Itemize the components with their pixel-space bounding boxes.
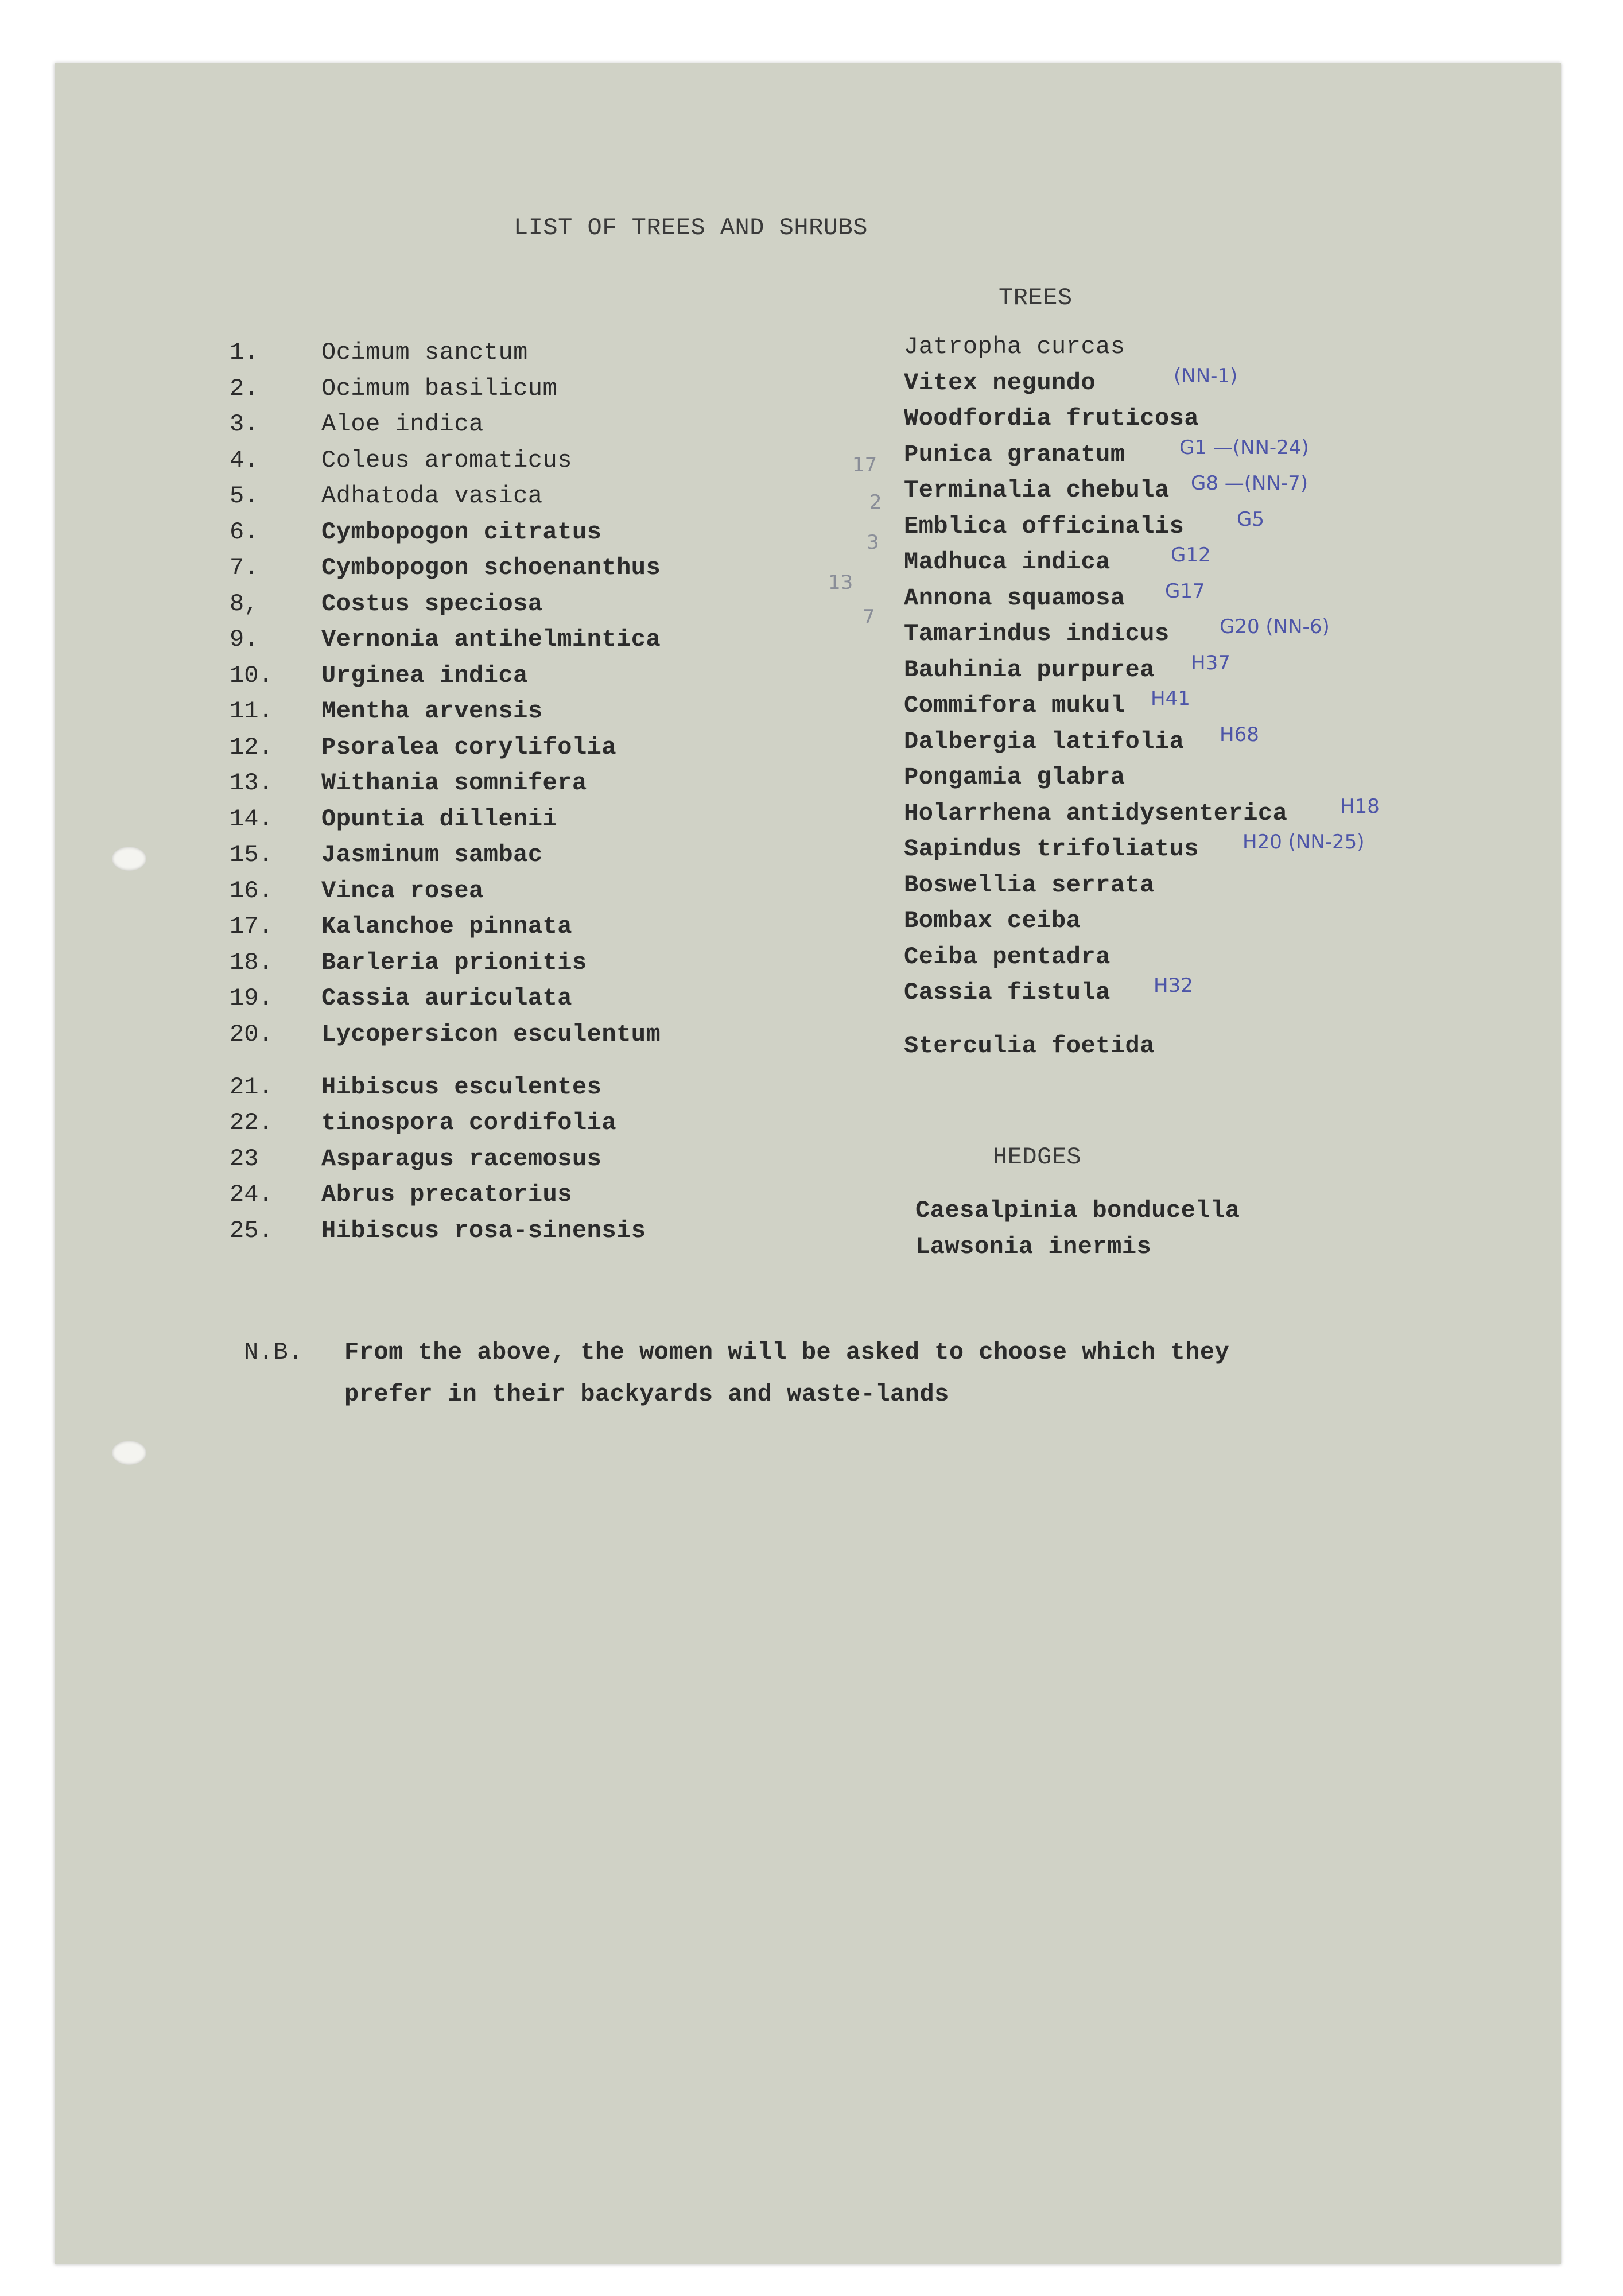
tree-name: Terminalia chebula [904,476,1170,504]
shrub-number: 8, [230,589,259,618]
shrub-name: Opuntia dillenii [321,805,558,833]
shrub-name: Mentha arvensis [321,697,543,725]
shrub-number: 13. [230,769,273,797]
handwritten-note: G17 [1165,579,1205,603]
shrub-number: 18. [230,948,273,976]
tree-name: Holarrhena antidysenterica [904,799,1288,827]
tree-name: Jatropha curcas [904,333,1125,360]
shrub-name: Cassia auriculata [321,984,572,1012]
tree-name: Bombax ceiba [904,907,1081,934]
margin-number: 17 [852,453,877,476]
tree-name: Cassia fistula [904,979,1111,1006]
shrub-name: Psoralea corylifolia [321,733,617,761]
shrub-number: 4. [230,446,259,474]
tree-name: Vitex negundo [904,369,1096,397]
shrub-number: 10. [230,661,273,689]
shrub-number: 19. [230,984,273,1012]
shrub-name: Barleria prionitis [321,948,587,976]
shrub-number: 14. [230,805,273,833]
shrub-name: Ocimum basilicum [321,374,558,402]
shrub-number: 6. [230,518,259,546]
shrub-number: 3. [230,410,259,438]
tree-name: Madhuca indica [904,548,1111,576]
shrub-number: 9. [230,626,259,653]
trees-heading: TREES [999,284,1073,312]
handwritten-note: H18 [1340,794,1380,818]
handwritten-note: H32 [1154,974,1193,997]
handwritten-note: G12 [1171,544,1211,567]
shrub-number: 11. [230,697,273,725]
tree-name: Pongamia glabra [904,763,1125,791]
shrub-number: 16. [230,876,273,905]
handwritten-note: H41 [1151,687,1190,710]
shrub-name: Ocimum sanctum [321,339,528,366]
handwritten-note: G8 —(NN-7) [1191,472,1309,495]
handwritten-note: H20 (NN-25) [1243,831,1365,854]
shrub-name: Asparagus racemosus [321,1145,602,1173]
shrub-name: Aloe indica [321,410,484,438]
tree-name: Dalbergia latifolia [904,727,1185,755]
shrub-number: 17. [230,913,273,940]
nb-line-2: prefer in their backyards and waste-lands [344,1380,949,1408]
shrub-number: 23 [230,1145,259,1173]
shrub-number: 12. [230,733,273,761]
shrub-name: Vernonia antihelmintica [321,626,661,653]
shrub-name: Hibiscus rosa-sinensis [321,1216,646,1244]
shrub-name: Jasminum sambac [321,841,543,868]
shrub-number: 21. [230,1073,273,1101]
nb-label: N.B. [244,1339,303,1366]
shrub-number: 2. [230,374,259,402]
tree-name: Boswellia serrata [904,871,1155,899]
shrub-name: Cymbopogon citratus [321,518,602,546]
shrub-name: Hibiscus esculentes [321,1073,602,1101]
hedge-item: Caesalpinia bonducella [915,1197,1240,1224]
shrub-name: Cymbopogon schoenanthus [321,554,661,581]
document-page [55,63,1561,2264]
punch-hole-top [112,847,146,871]
tree-name: Tamarindus indicus [904,620,1170,647]
hedges-heading: HEDGES [993,1143,1082,1171]
shrub-name: Urginea indica [321,661,528,689]
shrub-name: Adhatoda vasica [321,482,543,510]
nb-line-1: From the above, the women will be asked to choose which they [344,1339,1230,1366]
shrub-name: Coleus aromaticus [321,446,572,474]
shrub-name: Lycopersicon esculentum [321,1020,661,1048]
shrub-name: Kalanchoe pinnata [321,913,572,940]
tree-name: Ceiba pentadra [904,943,1111,971]
margin-number: 7 [863,606,875,629]
shrub-name: Costus speciosa [321,589,543,618]
tree-name: Bauhinia purpurea [904,656,1155,684]
page-title: LIST OF TREES AND SHRUBS [514,214,868,242]
shrub-number: 24. [230,1181,273,1208]
handwritten-note: G20 (NN-6) [1220,615,1330,638]
handwritten-note: H68 [1220,723,1259,746]
handwritten-note: G5 [1237,507,1264,531]
shrub-name: Vinca rosea [321,876,484,905]
shrub-name: Withania somnifera [321,769,587,797]
shrub-number: 25. [230,1216,273,1244]
shrub-number: 15. [230,841,273,868]
handwritten-note: H37 [1191,651,1230,674]
shrub-name: tinospora cordifolia [321,1109,617,1137]
tree-name: Woodfordia fruticosa [904,405,1199,432]
punch-hole-bottom [112,1441,146,1465]
tree-name: Emblica officinalis [904,512,1185,540]
handwritten-note: (NN-1) [1174,364,1238,387]
shrub-number: 20. [230,1020,273,1048]
margin-number: 2 [869,491,882,514]
tree-name: Sterculia foetida [904,1031,1155,1060]
tree-name: Commifora mukul [904,692,1125,719]
tree-name: Sapindus trifoliatus [904,835,1199,863]
shrub-number: 22. [230,1109,273,1137]
margin-number: 13 [828,571,853,594]
tree-name: Annona squamosa [904,584,1125,612]
shrub-number: 5. [230,482,259,510]
tree-name: Punica granatum [904,440,1125,468]
shrub-name: Abrus precatorius [321,1181,572,1208]
shrub-number: 7. [230,554,259,581]
shrub-number: 1. [230,339,259,366]
handwritten-note: G1 —(NN-24) [1179,436,1309,459]
hedge-item: Lawsonia inermis [915,1233,1152,1261]
margin-number: 3 [867,531,879,554]
